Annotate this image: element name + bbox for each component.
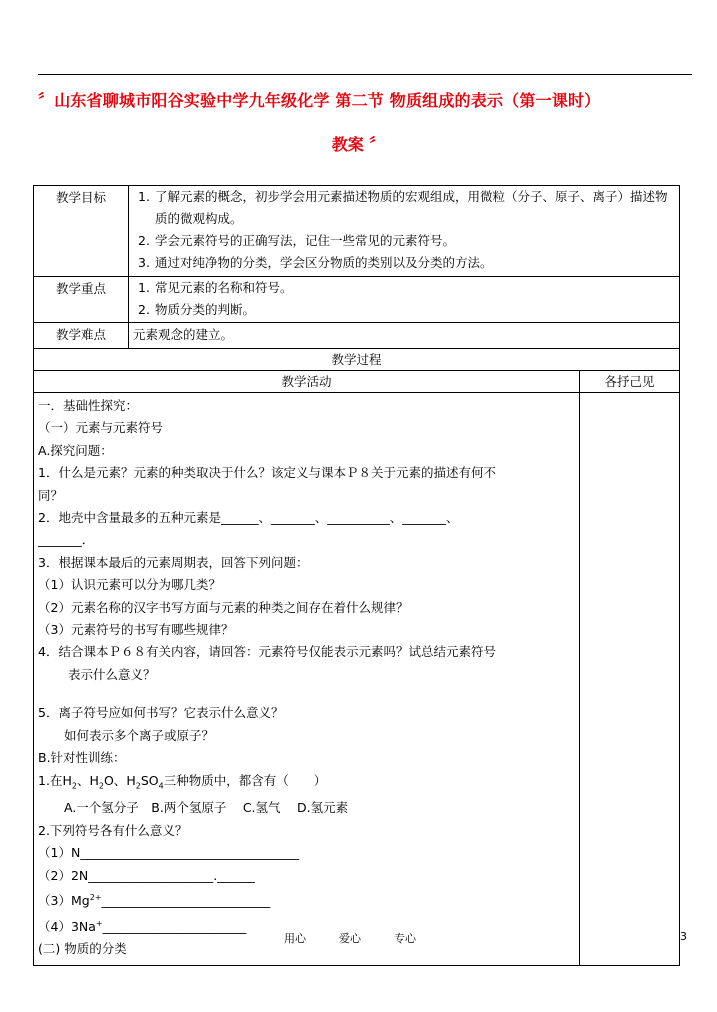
goals-row [34, 186, 680, 277]
symbol-item-1: （1）N___________________________________ [38, 845, 300, 861]
footer-word-1: 用心 [284, 932, 306, 945]
exercise-2: 2.下列符号各有什么意义？ [38, 822, 188, 838]
question-3-sub3: （3）元素符号的书写有哪些规律？ [38, 622, 234, 638]
symbol-item-2: （2）2N____________________.______ [38, 867, 255, 883]
activity-content [34, 393, 580, 966]
question-4-line2: 表示什么意义？ [68, 666, 156, 682]
doc-title-line1: 〞山东省聊城市阳谷实验中学九年级化学 第二节 物质组成的表示（第一课时） [38, 91, 601, 110]
content-row [34, 393, 680, 966]
activity-header: 教学活动 [34, 371, 580, 393]
goal-item: 2. 学会元素符号的正确写法，记住一些常见的元素符号。 [138, 233, 456, 248]
exercise-1: 1.在$H_2$、$H_2O$、$H_2SO_4$三种物质中，都含有（ ） [38, 772, 327, 790]
difficulty-label: 教学难点 [34, 323, 129, 349]
goal-item: 1. 了解元素的概念，初步学会用元素描述物质的宏观组成，用微粒（分子、原子、离子）描述物质的微观构成。 [138, 189, 668, 226]
question-3-sub1: （1）认识元素可以分为哪几类？ [38, 577, 221, 593]
part-a-heading: A.探究问题： [38, 442, 113, 458]
difficulty-text: 元素观念的建立。 [129, 323, 680, 349]
reflection-cell [580, 393, 680, 966]
key-point-item: 2. 物质分类的判断。 [138, 302, 256, 317]
goals-label: 教学目标 [34, 186, 129, 277]
question-2-line1: 2．地壳中含量最多的五种元素是______、_______、__________、_______、 [38, 510, 459, 526]
key-points-list [133, 277, 675, 321]
section-heading: 一．基础性探究： [38, 398, 139, 413]
footer-word-2: 爱心 [339, 932, 361, 945]
header-rule [38, 74, 692, 75]
lesson-plan-table [33, 185, 680, 966]
subsection-2-heading: (二) 物质的分类 [38, 941, 127, 957]
reflection-header: 各抒己见 [580, 371, 680, 393]
symbol-item-3: $(3)Mg^{2+}\_\_\_\_\_\_\_\_\_\_\_\_\_\_\_\_\_\_\_\_\_\_\_\_\_\_\_$ [38, 893, 271, 909]
spacer [38, 686, 573, 702]
question-5-line1: 5．离子符号应如何书写？它表示什么意义？ [38, 705, 284, 721]
column-header-row [34, 371, 680, 393]
process-row [34, 349, 680, 371]
question-1-line1: 1．什么是元素？元素的种类取决于什么？该定义与课本Ｐ８关于元素的描述有何不 [38, 465, 496, 481]
question-3: 3．根据课本最后的元素周期表，回答下列问题： [38, 554, 309, 570]
question-2-line2: _______． [38, 532, 95, 548]
subsection-heading: （一）元素与元素符号 [38, 420, 164, 436]
doc-title-line2: 教案 〞 [331, 135, 386, 154]
page-number: 3 [680, 930, 687, 943]
part-b-heading: B.针对性训练： [38, 750, 126, 766]
exercise-1-options: A.一个氢分子 B.两个氢原子 C.氢气 D.氢元素 [64, 800, 349, 816]
question-1-line2: 同？ [38, 487, 64, 503]
goal-item: 3. 通过对纯净物的分类，学会区分物质的类别以及分类的方法。 [138, 255, 493, 270]
footer-word-3: 专心 [394, 932, 416, 945]
goals-list [133, 186, 675, 274]
key-points-row [34, 277, 680, 323]
process-label: 教学过程 [34, 349, 680, 371]
question-5-line2: 如何表示多个离子或原子？ [64, 727, 215, 743]
key-point-item: 1. 常见元素的名称和符号。 [138, 280, 293, 295]
symbol-item-4: （4）3Na+_______________________ [38, 918, 247, 934]
difficulty-row [34, 323, 680, 349]
question-4-line1: 4．结合课本Ｐ６８有关内容，请回答：元素符号仅能表示元素吗？试总结元素符号 [38, 644, 496, 660]
key-points-label: 教学重点 [34, 277, 129, 323]
question-3-sub2: （2）元素名称的汉字书写方面与元素的种类之间存在着什么规律？ [38, 599, 409, 615]
